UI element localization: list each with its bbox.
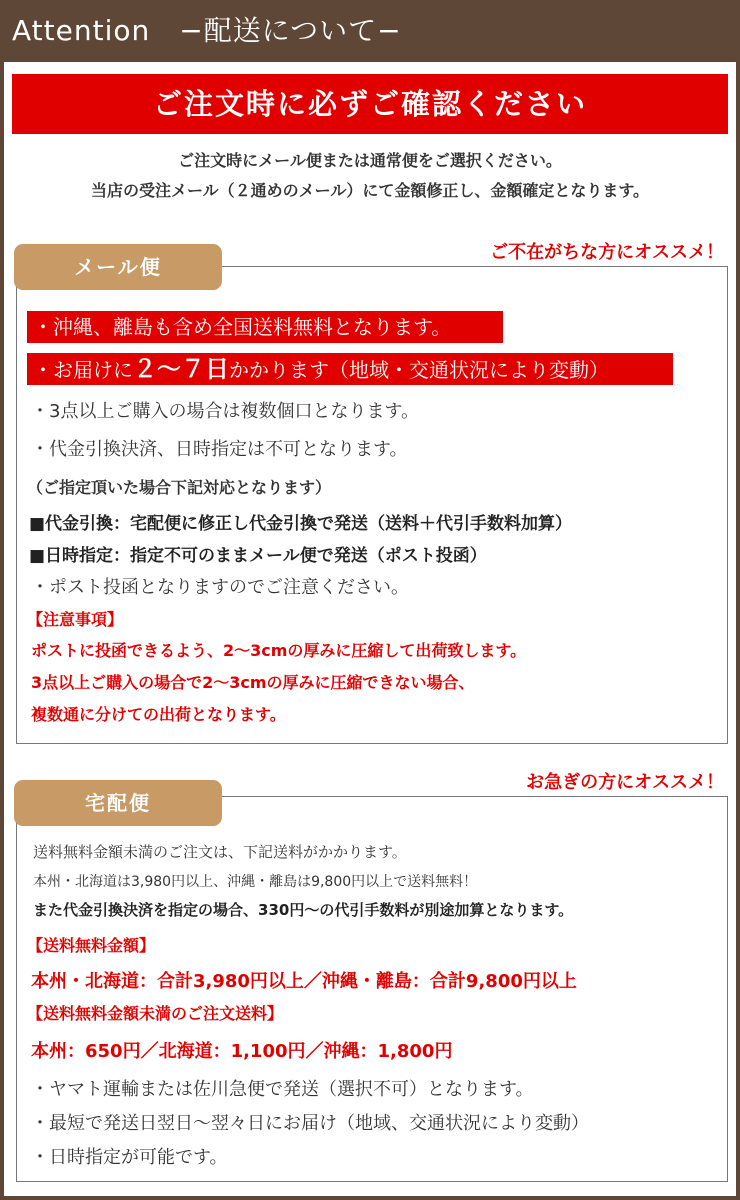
takuhai-text-3: また代金引換決済を指定の場合、330円〜の代引手数料が別途加算となります。	[33, 901, 574, 919]
takuhai-text-1: 送料無料金額未満のご注文は、下記送料がかかります。	[33, 843, 407, 861]
takuhai-item-datetime: ・日時指定が可能です。	[31, 1147, 228, 1168]
mail-datetime-rule: ■日時指定：指定不可のままメール便で発送（ポスト投函）	[29, 546, 487, 566]
mail-days-suffix: かかります（地域・交通状況により変動）	[229, 358, 609, 382]
mail-caution-2: 3点以上ご購入の場合で2〜3cmの厚みに圧縮できない場合、	[31, 673, 475, 692]
mail-delivery-days-bar	[27, 353, 673, 385]
mail-recommend-label: ご不在がちな方にオススメ！	[490, 242, 724, 263]
mail-caution-title: 【注意事項】	[27, 610, 124, 629]
takuhai-free-title: 【送料無料金額】	[27, 936, 156, 955]
mail-delivery-box	[16, 266, 728, 744]
mail-note: （ご指定頂いた場合下記対応となります）	[27, 478, 332, 497]
mail-days-value: ２〜７日	[133, 355, 229, 383]
mail-caution-1: ポストに投函できるよう、2〜3cmの厚みに圧縮して出荷致します。	[31, 641, 527, 660]
takuhai-free-detail: 本州・北海道：合計3,980円以上／沖縄・離島：合計9,800円以上	[31, 971, 577, 992]
takuhai-item-arrival: ・最短で発送日翌日〜翌々日にお届け（地域、交通状況により変動）	[31, 1113, 589, 1134]
notice-banner: ご注文時に必ずご確認ください	[12, 74, 728, 134]
intro-line-1: ご注文時にメール便または通常便をご選択ください。	[178, 151, 562, 170]
mail-caution-3: 複数通に分けての出荷となります。	[31, 705, 286, 724]
takuhai-recommend-label: お急ぎの方にオススメ！	[526, 772, 724, 793]
content-panel	[4, 62, 736, 1196]
takuhai-delivery-box	[16, 796, 728, 1182]
mail-days-prefix: ・お届けに	[33, 358, 133, 382]
page-header	[0, 0, 740, 62]
mail-cod-rule: ■代金引換：宅配便に修正し代金引換で発送（送料＋代引手数料加算）	[29, 514, 573, 534]
takuhai-delivery-tab: 宅配便	[14, 780, 222, 826]
takuhai-fee-title: 【送料無料金額未満のご注文送料】	[27, 1004, 284, 1023]
takuhai-item-carrier: ・ヤマト運輸または佐川急便で発送（選択不可）となります。	[31, 1079, 534, 1100]
mail-item-multiple: ・3点以上ご購入の場合は複数個口となります。	[31, 401, 420, 422]
takuhai-fee-detail: 本州：650円／北海道：1,100円／沖縄：1,800円	[31, 1041, 453, 1062]
mail-post-note: ・ポスト投函となりますのでご注意ください。	[31, 577, 409, 598]
header-title: Attention −配送について−	[12, 14, 402, 47]
mail-item-no-cod: ・代金引換決済、日時指定は不可となります。	[31, 439, 408, 460]
intro-line-2: 当店の受注メール（２通めのメール）にて金額修正し、金額確定となります。	[90, 181, 650, 200]
mail-delivery-tab: メール便	[14, 244, 222, 290]
mail-free-shipping-bar: ・沖縄、離島も含め全国送料無料となります。	[27, 311, 503, 343]
takuhai-text-2: 本州・北海道は3,980円以上、沖縄・離島は9,800円以上で送料無料！	[33, 874, 478, 890]
